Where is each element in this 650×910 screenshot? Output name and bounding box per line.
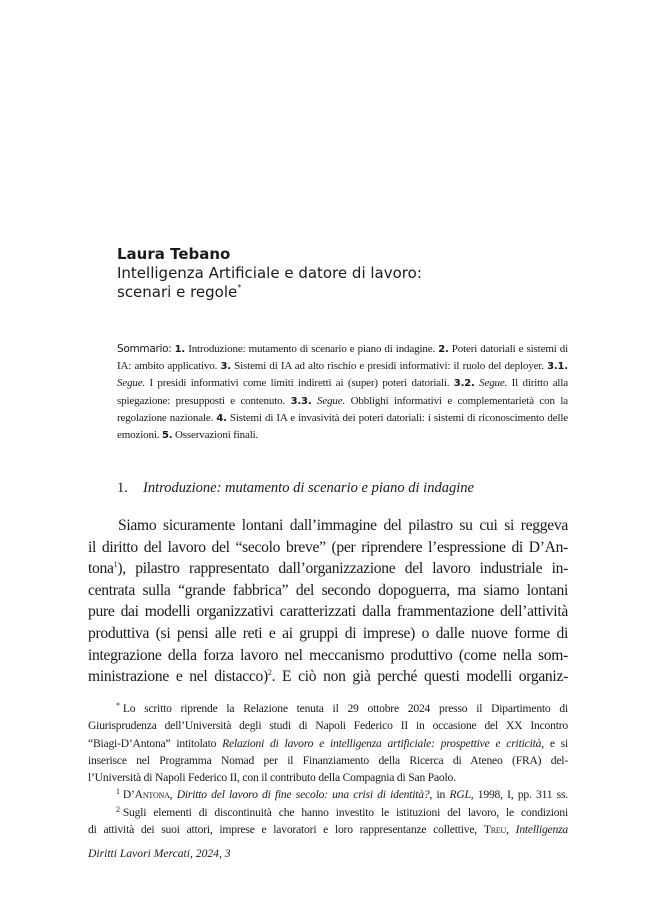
footnote-text: , [169, 788, 177, 802]
article-title [117, 264, 537, 302]
body-line [88, 666, 568, 688]
summary-segue: Segue. [479, 377, 508, 390]
summary-item-number: 1. [174, 344, 186, 355]
summary-item-number: 3. [220, 361, 231, 373]
summary-item-number: 3.2. [453, 378, 475, 390]
footnote-mark: * [116, 701, 120, 710]
summary-item-text: Poteri datoriali e sistemi di IA: ambito applicativo. [117, 343, 568, 373]
footnote-star [88, 700, 568, 717]
footnote-line: Giurisprudenza dell’Università degli studi di Napoli Federico II in occasione del XX Incontro [88, 719, 568, 733]
body-line-text: . E ciò non già perché questi modelli organiz- [271, 668, 568, 686]
section-heading [117, 479, 567, 497]
footnote-italic-title: Intelligenza [515, 823, 568, 837]
footnote-ref-1[interactable]: 1 [113, 560, 118, 570]
footnotes [88, 700, 568, 838]
footnote-line [88, 735, 568, 752]
footnote-text: , 1998, I, pp. 311 ss. [470, 788, 568, 802]
footnote-ref-2[interactable]: 2 [267, 668, 272, 678]
article-header [117, 245, 537, 302]
summary-item-number: 3.3. [290, 395, 312, 407]
summary-item-text: Introduzione: mutamento di scenario e piano di indagine. [185, 343, 439, 355]
summary-item-text: I presidi informativi come limiti indiretti ai (super) poteri datoriali. [145, 377, 454, 390]
title-footnote-mark[interactable]: * [237, 283, 242, 292]
footnote-text: Sugli elementi di discontinuità che hanno investito le istituzioni del lavoro, le condizioni [122, 805, 568, 819]
body-line: centrata sulla “grande fabbrica” del secondo dopoguerra, ma siamo lontani [88, 581, 568, 599]
footnote-mark: 2 [116, 804, 120, 814]
summary-item-number: 5. [161, 430, 173, 442]
footnote-text: , [506, 823, 516, 837]
summary-item-number: 2. [438, 344, 449, 355]
summary-item-number: 3.1. [547, 361, 568, 373]
summary-segue: Segue. [316, 394, 346, 407]
body-line: produttiva (si pensi alle reti e ai gruppi di imprese) o dalle nuove forme di [88, 624, 568, 642]
footnote-2 [88, 804, 568, 821]
body-line: integrazione della forza lavoro nel meccanismo produttivo (come nella som- [88, 646, 568, 664]
footnote-author: Treu [483, 823, 507, 837]
body-line-text: tona [88, 560, 114, 578]
footnote-italic-title: Diritto del lavoro di fine secolo: una crisi di identità? [176, 788, 430, 802]
summary-lead: Sommario: [117, 343, 172, 355]
summary-item-text: Sistemi di IA ad alto rischio e presidi informativi: il ruolo del deployer. [230, 360, 548, 373]
body-line: Siamo sicuramente lontani dall’immagine del pilastro su cui si reggeva [118, 517, 568, 534]
body-paragraph [88, 515, 568, 688]
footnote-line: l’Università di Napoli Federico II, con il contributo della Compagnia di San Paolo. [88, 771, 456, 785]
section-number: 1. [117, 480, 128, 496]
title-line-2: scenari e regole [117, 283, 238, 301]
author-name: Laura Tebano [117, 245, 231, 263]
summary-item-text: Il diritto alla spiegazione: presupposti e contenuto. [117, 377, 568, 407]
footnote-text: “Biagi-D’Antona” intitolato [88, 736, 223, 750]
footnote-line [88, 821, 568, 838]
footnote-text: Lo scritto riprende la Relazione tenuta il 29 ottobre 2024 presso il Dipartimento di [122, 702, 568, 715]
footnote-line: inserisce nel Programma Nomad per il Finanziamento della Ricerca di Ateneo (FRA) del- [88, 753, 568, 767]
title-line-1: Intelligenza Artificiale e datore di lavoro: [117, 264, 422, 282]
body-line: pure dai modelli organizzativi caratterizzati dalla frammentazione dell’attività [88, 603, 568, 621]
summary-item-text: Obblighi informativi e complementarietà con la regolazione nazionale. [117, 394, 568, 424]
section-title: Introduzione: mutamento di scenario e piano di indagine [143, 480, 474, 496]
running-footer: Diritti Lavori Mercati, 2024, 3 [88, 847, 231, 860]
summary-segue: Segue. [117, 377, 146, 390]
body-line [88, 558, 568, 580]
summary-item-number: 4. [216, 412, 227, 424]
body-line-text: ministrazione e nel distacco) [88, 668, 268, 686]
footnote-text: , in [429, 788, 450, 802]
footnote-text: , e si [541, 736, 569, 750]
footnote-journal: RGL [449, 788, 471, 802]
footnote-mark: 1 [116, 787, 120, 797]
footnote-italic-title: Relazioni di lavoro e intelligenza artificiale: prospettive e criticità [222, 736, 542, 750]
summary-item-text: Osservazioni finali. [172, 429, 259, 442]
summary [117, 341, 568, 444]
footnote-text: di attività dei suoi attori, imprese e lavoratori e loro rappresentanze collettive, [88, 823, 484, 837]
footnote-author: D’Antona [122, 788, 170, 802]
summary-item-text: Sistemi di IA e invasività dei poteri datoriali: i sistemi di riconoscimento delle emozioni. [117, 411, 568, 442]
body-line-text: ), pilastro rappresentato dall’organizzazione del lavoro industriale in- [117, 560, 568, 578]
body-line: il diritto del lavoro del “secolo breve” (per riprendere l’espressione di D’An- [88, 538, 568, 556]
footnote-1 [88, 786, 568, 803]
